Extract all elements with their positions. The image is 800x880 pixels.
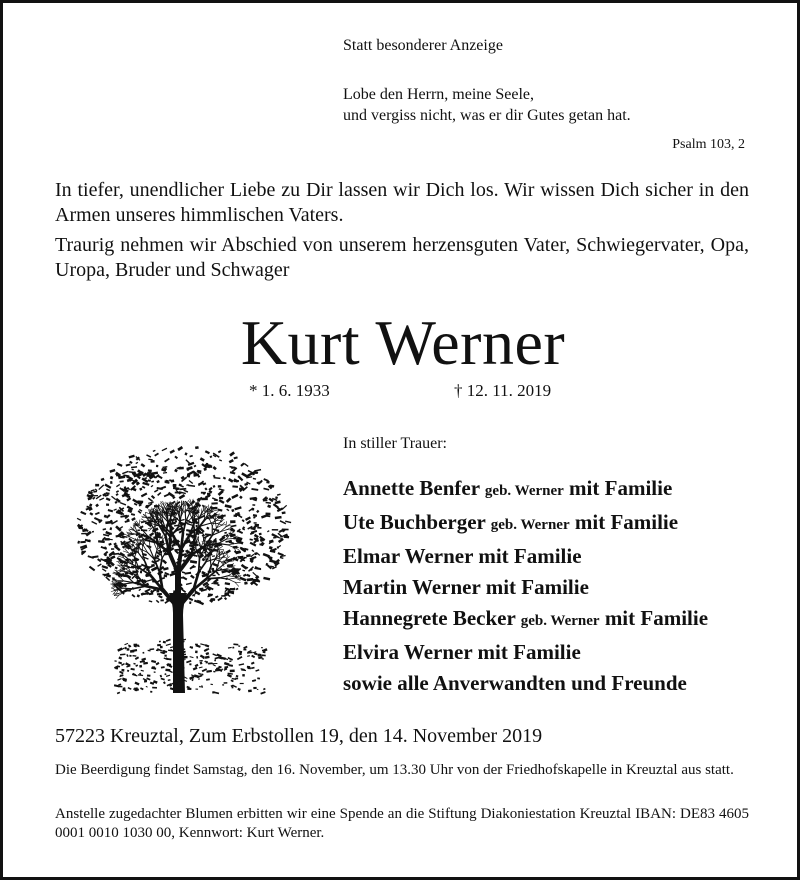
- mourner-name: Annette Benfer: [343, 476, 480, 500]
- mourner-name: Elvira Werner: [343, 640, 473, 664]
- mourner-list: [343, 473, 708, 699]
- mourner-entry: [343, 637, 708, 668]
- mourner-name: sowie alle Anverwandten und Freunde: [343, 671, 687, 695]
- mourner-name: Martin Werner: [343, 575, 481, 599]
- mourner-nee: geb. Werner: [490, 517, 570, 533]
- mourner-suffix: mit Familie: [485, 575, 589, 599]
- mourner-suffix: mit Familie: [477, 640, 581, 664]
- death-date: † 12. 11. 2019: [454, 381, 552, 400]
- verse-line: und vergiss nicht, was er dir Gutes getan hat.: [343, 107, 631, 124]
- intro-paragraph: Traurig nehmen wir Abschied von unserem herzensguten Vater, Schwiegervater, Opa, Uropa, Bruder und Schwager: [55, 234, 749, 281]
- mourner-name: Ute Buchberger: [343, 510, 486, 534]
- mourner-suffix: mit Familie: [478, 544, 582, 568]
- mourner-entry: [343, 541, 708, 572]
- funeral-info: Die Beerdigung findet Samstag, den 16. November, um 13.30 Uhr von der Friedhofskapelle in Kreuztal aus statt.: [55, 762, 734, 778]
- mourner-name: Hannegrete Becker: [343, 606, 516, 630]
- mourner-entry: [343, 473, 708, 507]
- mourner-suffix: mit Familie: [574, 510, 679, 534]
- birth-date: * 1. 6. 1933: [249, 381, 330, 400]
- mourner-suffix: mit Familie: [604, 606, 709, 630]
- mourner-suffix: mit Familie: [569, 476, 673, 500]
- verse-reference: Psalm 103, 2: [672, 137, 745, 152]
- mourning-label: In stiller Trauer:: [343, 435, 447, 452]
- notice-header: Statt besonderer Anzeige: [343, 37, 503, 54]
- mourner-nee: geb. Werner: [484, 483, 564, 499]
- mourner-entry: [343, 603, 708, 637]
- mourner-nee: geb. Werner: [520, 613, 600, 629]
- place-and-date: 57223 Kreuztal, Zum Erbstollen 19, den 14. November 2019: [55, 725, 543, 747]
- mourner-entry: [343, 572, 708, 603]
- mourner-entry: [343, 507, 708, 541]
- mourner-name: Elmar Werner: [343, 544, 474, 568]
- mourner-entry: [343, 668, 708, 699]
- intro-paragraph: In tiefer, unendlicher Liebe zu Dir lassen wir Dich los. Wir wissen Dich sicher in den Armen unseres himmlischen Vaters.: [55, 179, 749, 226]
- verse-line: Lobe den Herrn, meine Seele,: [343, 86, 535, 103]
- tree-icon: [69, 443, 299, 695]
- bible-verse: [343, 84, 631, 126]
- donation-info: Anstelle zugedachter Blumen erbitten wir eine Spende an die Stiftung Diakoniestation Kreuztal IBAN: DE83 4605 0001 0010 1030 00, Kennwort: Kurt Werner.: [55, 806, 749, 841]
- deceased-name: Kurt Werner: [240, 307, 566, 378]
